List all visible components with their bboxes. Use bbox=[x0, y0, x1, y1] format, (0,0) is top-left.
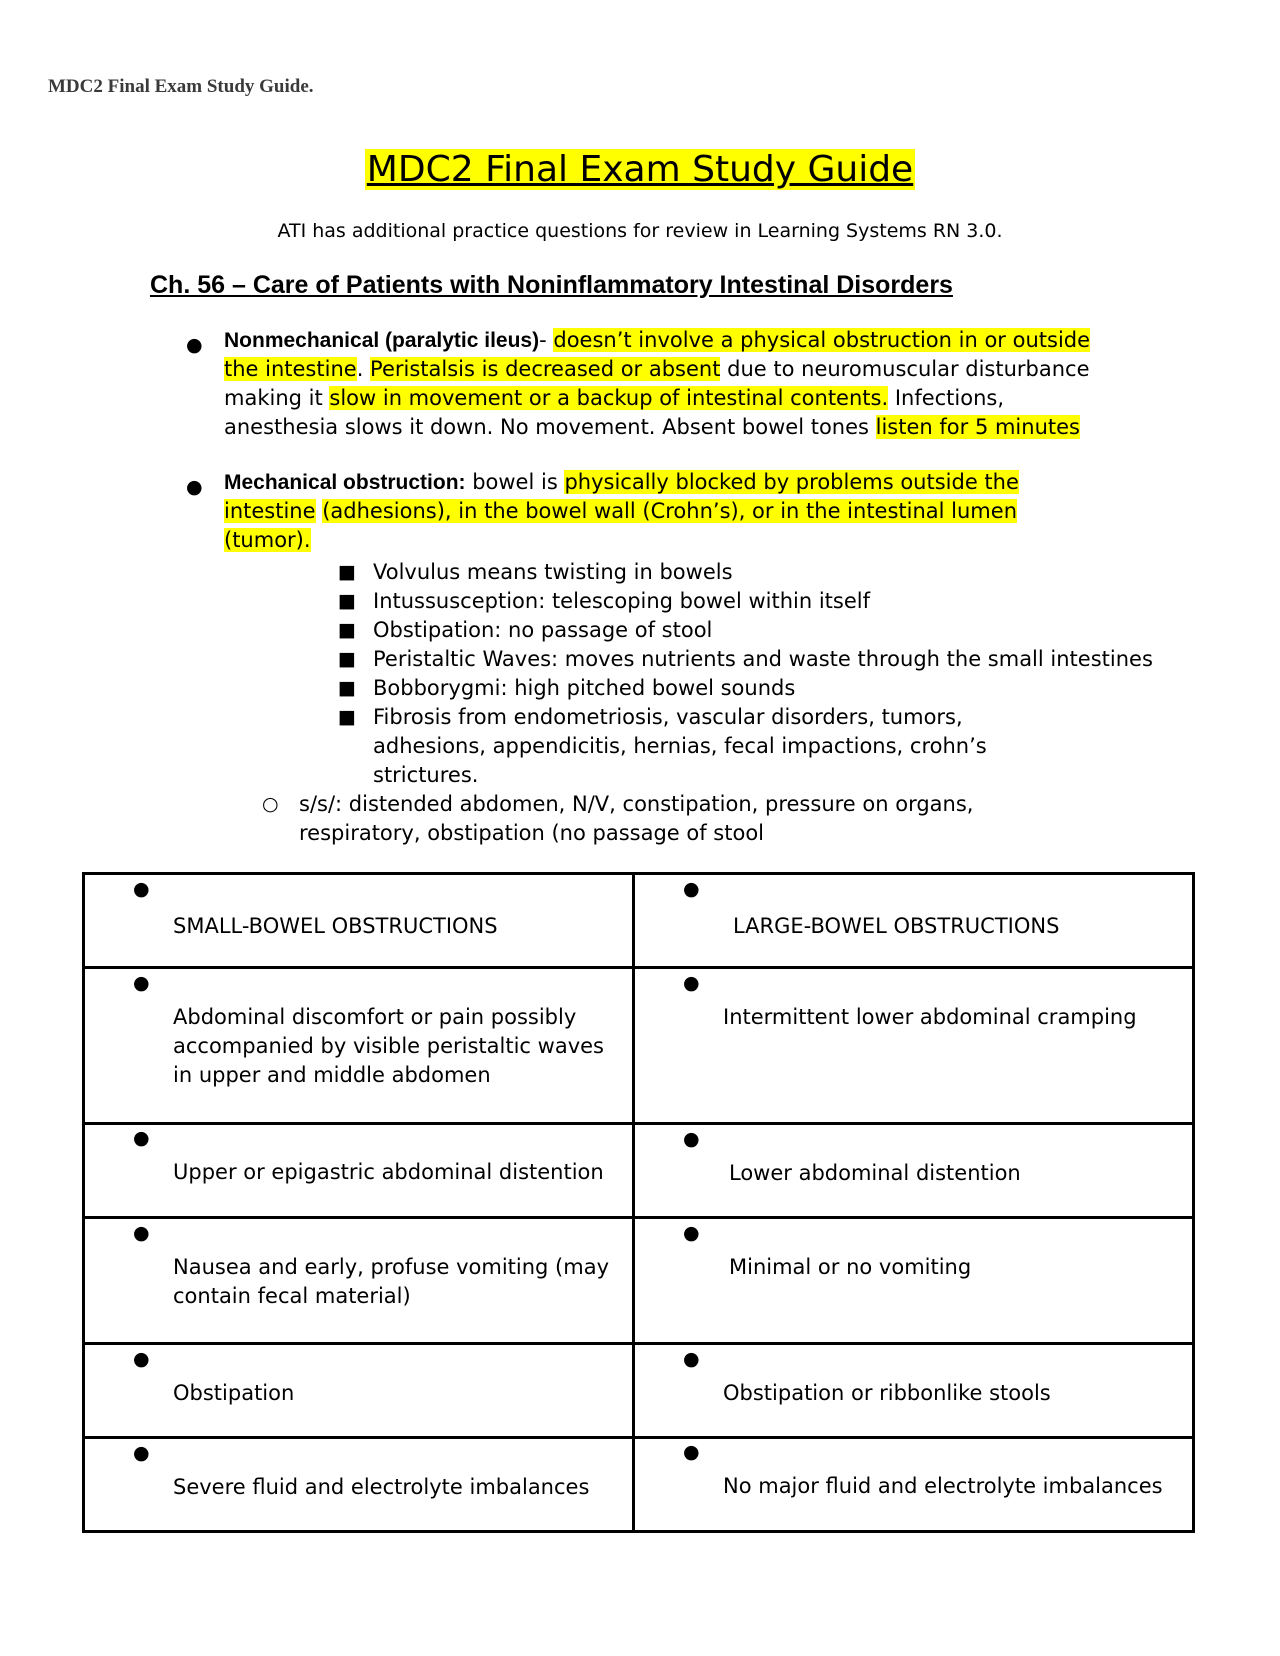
bullet-icon: ● bbox=[186, 476, 203, 498]
table-header-cell bbox=[84, 874, 634, 968]
bullet-icon: ● bbox=[683, 1441, 700, 1463]
page-title-text: MDC2 Final Exam Study Guide bbox=[366, 149, 914, 190]
highlighted-text: slow in movement or a backup of intestinal contents. bbox=[329, 386, 889, 410]
highlighted-text: listen for 5 minutes bbox=[875, 415, 1080, 439]
list-item-text: Bobborygmi: high pitched bowel sounds bbox=[373, 676, 796, 700]
cell-text: Lower abdominal distention bbox=[729, 1161, 1021, 1185]
table-cell bbox=[84, 968, 634, 1124]
square-bullet-icon: ■ bbox=[338, 561, 356, 583]
square-bullet-icon: ■ bbox=[338, 590, 356, 612]
list-item-text: Intussusception: telescoping bowel within itself bbox=[373, 589, 870, 613]
highlighted-text: doesn’t involve a physical obstruction in or outside bbox=[553, 328, 1091, 352]
table-row bbox=[84, 1344, 1194, 1438]
list-item bbox=[338, 674, 1238, 703]
table-cell bbox=[634, 1344, 1194, 1438]
mechanical-label: Mechanical obstruction: bbox=[224, 471, 466, 494]
text-run: - bbox=[539, 328, 554, 352]
table-cell bbox=[634, 968, 1194, 1124]
bullet-icon: ● bbox=[683, 1128, 700, 1150]
text-run: . bbox=[356, 357, 371, 381]
text-run: bowel is bbox=[465, 470, 565, 494]
bullet-icon: ● bbox=[186, 334, 203, 356]
highlighted-text: (adhesions), in the bowel wall (Crohn’s), or in the intestinal lumen (tumor). bbox=[224, 499, 1017, 552]
bullet-icon: ● bbox=[133, 878, 150, 900]
text-run: due to neuromuscular disturbance making it bbox=[224, 357, 1090, 410]
bullet-icon: ● bbox=[133, 1222, 150, 1244]
table-cell bbox=[84, 1218, 634, 1344]
list-item-text: Obstipation: no passage of stool bbox=[373, 618, 713, 642]
obstruction-comparison-table bbox=[82, 872, 1195, 1533]
nonmechanical-paragraph bbox=[224, 326, 1104, 442]
header-small-bowel: SMALL-BOWEL OBSTRUCTIONS bbox=[173, 914, 498, 938]
list-item-text: Volvulus means twisting in bowels bbox=[373, 560, 733, 584]
signs-symptoms-text: s/s/: distended abdomen, N/V, constipation, pressure on organs, respiratory, obstipation (no passage of stool bbox=[299, 792, 974, 845]
cell-text: Minimal or no vomiting bbox=[729, 1255, 972, 1279]
list-item bbox=[338, 616, 1238, 645]
cell-text: Abdominal discomfort or pain possibly accompanied by visible peristaltic waves in upper and middle abdomen bbox=[173, 1005, 604, 1087]
bullet-icon: ● bbox=[133, 1348, 150, 1370]
highlighted-text: the intestine bbox=[224, 357, 357, 381]
mechanical-paragraph bbox=[224, 468, 1104, 555]
cell-text: Intermittent lower abdominal cramping bbox=[723, 1005, 1137, 1029]
table-row bbox=[84, 1218, 1194, 1344]
page-title bbox=[0, 148, 1280, 192]
bullet-icon: ● bbox=[133, 1442, 150, 1464]
square-bullet-icon: ■ bbox=[338, 706, 356, 728]
circle-bullet-icon: ○ bbox=[262, 793, 279, 815]
square-bullet-icon: ■ bbox=[338, 648, 356, 670]
table-cell bbox=[84, 1438, 634, 1532]
cell-text: Obstipation or ribbonlike stools bbox=[723, 1381, 1051, 1405]
bullet-icon: ● bbox=[683, 1222, 700, 1244]
bullet-icon: ● bbox=[683, 1348, 700, 1370]
table-cell bbox=[634, 1124, 1194, 1218]
running-header: MDC2 Final Exam Study Guide. bbox=[48, 76, 314, 97]
table-header-row bbox=[84, 874, 1194, 968]
list-item bbox=[338, 703, 1043, 790]
table-row bbox=[84, 968, 1194, 1124]
table-cell bbox=[84, 1124, 634, 1218]
list-item bbox=[338, 587, 1238, 616]
cell-text: No major fluid and electrolyte imbalances bbox=[723, 1474, 1163, 1498]
list-item-text: Peristaltic Waves: moves nutrients and waste through the small intestines bbox=[373, 647, 1153, 671]
bullet-icon: ● bbox=[683, 972, 700, 994]
mechanical-subitems bbox=[338, 558, 1238, 790]
bullet-icon: ● bbox=[683, 878, 700, 900]
signs-symptoms-item bbox=[262, 790, 1062, 848]
table-cell bbox=[634, 1218, 1194, 1344]
cell-text: Nausea and early, profuse vomiting (may contain fecal material) bbox=[173, 1255, 609, 1308]
list-item-text: Fibrosis from endometriosis, vascular disorders, tumors, adhesions, appendicitis, hernias, fecal impactions, crohn’s strictures. bbox=[373, 705, 987, 787]
list-item bbox=[338, 558, 1238, 587]
square-bullet-icon: ■ bbox=[338, 619, 356, 641]
subtitle: ATI has additional practice questions for review in Learning Systems RN 3.0. bbox=[277, 220, 1003, 242]
table-cell bbox=[634, 1438, 1194, 1532]
table-cell bbox=[84, 1344, 634, 1438]
square-bullet-icon: ■ bbox=[338, 677, 356, 699]
highlighted-text: Peristalsis is decreased or absent bbox=[370, 357, 721, 381]
cell-text: Upper or epigastric abdominal distention bbox=[173, 1160, 604, 1184]
table-header-cell bbox=[634, 874, 1194, 968]
table-row bbox=[84, 1438, 1194, 1532]
highlighted-text: physically blocked by problems outside the intestine bbox=[224, 470, 1019, 523]
table-row bbox=[84, 1124, 1194, 1218]
list-item bbox=[338, 645, 1238, 674]
header-large-bowel: LARGE-BOWEL OBSTRUCTIONS bbox=[733, 914, 1060, 938]
cell-text: Obstipation bbox=[173, 1381, 295, 1405]
nonmechanical-label: Nonmechanical (paralytic ileus) bbox=[224, 329, 540, 352]
text-run: Infections, anesthesia slows it down. No movement. Absent bowel tones bbox=[224, 386, 1005, 439]
bullet-icon: ● bbox=[133, 972, 150, 994]
cell-text: Severe fluid and electrolyte imbalances bbox=[173, 1475, 590, 1499]
bullet-icon: ● bbox=[133, 1127, 150, 1149]
chapter-heading: Ch. 56 – Care of Patients with Noninflammatory Intestinal Disorders bbox=[150, 271, 953, 299]
